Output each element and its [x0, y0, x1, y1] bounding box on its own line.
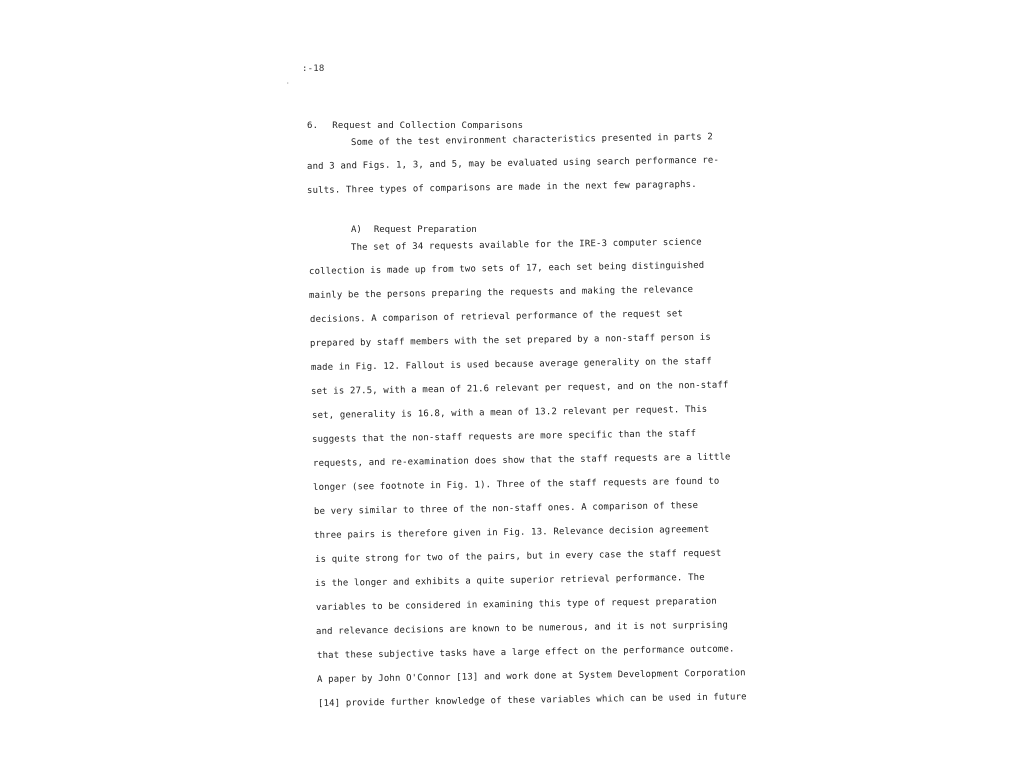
- body-line: longer (see footnote in Fig. 1). Three of the staff requests are found to: [312, 476, 720, 493]
- body-line: [14] provide further knowledge of these variables which can be used in future: [317, 692, 747, 709]
- body-line: set is 27.5, with a mean of 21.6 relevant per request, and on the non-staff: [310, 380, 729, 397]
- body-line: mainly be the persons preparing the requests and making the relevance: [308, 284, 694, 301]
- subsection-title: Request Preparation: [373, 225, 477, 235]
- body-line: and relevance decisions are known to be numerous, and it is not surprising: [315, 620, 729, 637]
- body-line: A paper by John O'Connor [13] and work done at System Development Corporation: [316, 668, 746, 685]
- body-line: decisions. A comparison of retrieval performance of the request set: [309, 309, 684, 325]
- body-line: three pairs is therefore given in Fig. 13. Relevance decision agreement: [313, 524, 710, 541]
- body-line: suggests that the non-staff requests are more specific than the staff: [311, 428, 697, 445]
- subsection-heading: [351, 225, 477, 235]
- body-line: Some of the test environment characteristics presented in parts 2: [350, 132, 713, 148]
- body-line: prepared by staff members with the set prepared by a non-staff person is: [309, 332, 711, 349]
- body-line: requests, and re-examination does show that the staff requests are a little: [312, 452, 731, 469]
- body-line: be very similar to three of the non-staff ones. A comparison of these: [313, 500, 699, 517]
- section-title: Request and Collection Comparisons: [332, 121, 524, 131]
- body-line: and 3 and Figs. 1, 3, and 5, may be evaluated using search performance re-: [306, 155, 720, 172]
- section-heading: [307, 121, 523, 131]
- section-number: 6.: [307, 121, 319, 131]
- body-line: is the longer and exhibits a quite superior retrieval performance. The: [314, 572, 705, 589]
- body-line: collection is made up from two sets of 17, each set being distinguished: [308, 260, 705, 277]
- body-line: made in Fig. 12. Fallout is used because average generality on the staff: [310, 356, 712, 373]
- body-line: set, generality is 16.8, with a mean of 13.2 relevant per request. This: [311, 404, 708, 421]
- subsection-number: A): [351, 225, 362, 235]
- body-line: variables to be considered in examining this type of request preparation: [315, 596, 717, 613]
- body-line: sults. Three types of comparisons are made in the next few paragraphs.: [306, 179, 697, 196]
- page-number: :-18: [302, 64, 325, 74]
- scan-speck: ·: [286, 80, 290, 87]
- body-line: that these subjective tasks have a large effect on the performance outcome.: [316, 644, 735, 661]
- body-line: is quite strong for two of the pairs, but in every case the staff request: [314, 548, 722, 565]
- body-line: The set of 34 requests available for the IRE-3 computer science: [350, 237, 702, 253]
